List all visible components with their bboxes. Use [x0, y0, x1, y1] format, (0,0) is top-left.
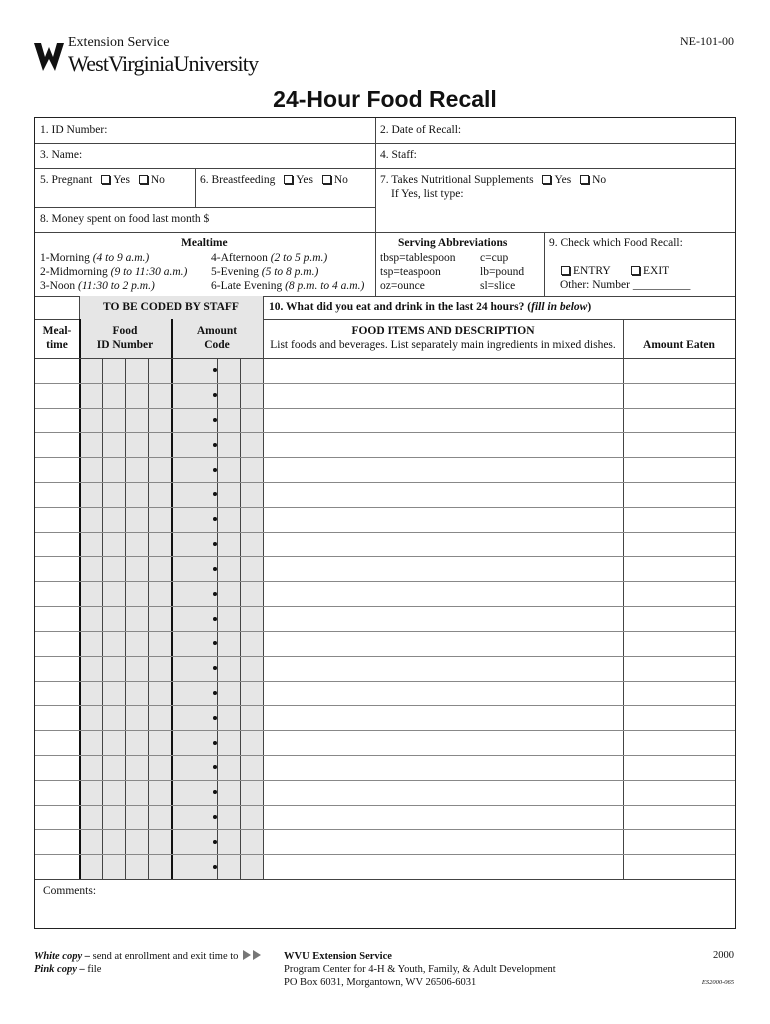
staff-field[interactable]: 4. Staff: — [380, 149, 417, 161]
exit-checkbox[interactable] — [631, 266, 640, 275]
serving-abbreviation: oz=ounce — [380, 280, 425, 292]
table-row[interactable] — [35, 780, 735, 805]
serving-list-1 — [380, 251, 455, 293]
pregnant-yes-checkbox[interactable] — [101, 175, 110, 184]
footer-address — [284, 950, 556, 989]
mealtime-range: (2 to 5 p.m.) — [270, 252, 328, 264]
pink-copy-line — [34, 963, 261, 976]
supplements-list-field[interactable]: If Yes, list type: — [391, 188, 464, 200]
amount-code-bullet — [213, 691, 217, 695]
white-copy-label: White copy – — [34, 951, 90, 962]
white-copy-text: send at enrollment and exit time to — [90, 951, 239, 962]
mealtime-option — [211, 251, 364, 265]
exit-option — [625, 265, 669, 277]
comments-label: Comments: — [43, 885, 97, 897]
wvu-logo — [34, 33, 259, 79]
footer-copies — [34, 950, 261, 976]
mealtime-code: 3-Noon — [40, 280, 79, 292]
exit-label: EXIT — [643, 265, 670, 277]
amount-code-bullet — [213, 716, 217, 720]
col-food-items-header: FOOD ITEMS AND DESCRIPTION — [351, 325, 535, 337]
table-row[interactable] — [35, 408, 735, 433]
mealtime-list-2 — [211, 251, 364, 293]
table-row[interactable] — [35, 556, 735, 581]
col-food-items-subheader: List foods and beverages. List separately main ingredients in mixed dishes. — [270, 339, 616, 351]
question-10-suffix: ) — [587, 301, 592, 313]
table-row[interactable] — [35, 432, 735, 457]
recall-check-label: 9. Check which Food Recall: — [549, 237, 683, 249]
mealtime-range: (11:30 to 2 p.m.) — [78, 280, 155, 292]
mealtime-option — [211, 265, 364, 279]
no-label: No — [333, 174, 348, 186]
footer-year: 2000 — [713, 950, 734, 961]
mealtime-code: 6-Late Evening — [211, 280, 286, 292]
footer-doc-code: ES2000-065 — [701, 979, 734, 986]
page-title: 24-Hour Food Recall — [273, 86, 497, 112]
pregnant-no-checkbox[interactable] — [139, 175, 148, 184]
amount-code-bullet — [213, 592, 217, 596]
question-10 — [269, 301, 591, 313]
food-table — [35, 319, 735, 879]
table-row[interactable] — [35, 581, 735, 606]
mealtime-option — [40, 251, 187, 265]
supplements-question — [380, 174, 606, 186]
breastfeeding-no-checkbox[interactable] — [322, 175, 331, 184]
wvu-flying-wv-icon — [34, 43, 64, 71]
table-row[interactable] — [35, 805, 735, 830]
university-name: WestVirginiaUniversity — [68, 51, 259, 76]
mealtime-range: (5 to 8 p.m.) — [261, 266, 319, 278]
table-row[interactable] — [35, 606, 735, 631]
table-row[interactable] — [35, 532, 735, 557]
table-row[interactable] — [35, 656, 735, 681]
table-row[interactable] — [35, 755, 735, 780]
mealtime-code: 2-Midmorning — [40, 266, 111, 278]
table-row[interactable] — [35, 507, 735, 532]
form-code: NE-101-00 — [680, 34, 734, 48]
no-label: No — [592, 174, 607, 186]
amount-code-bullet — [213, 468, 217, 472]
table-row[interactable] — [35, 681, 735, 706]
amount-code-bullet — [213, 617, 217, 621]
footer-po-box: PO Box 6031, Morgantown, WV 26506-6031 — [284, 977, 477, 988]
amount-code-bullet — [213, 815, 217, 819]
arrow-icon — [243, 950, 251, 960]
money-spent-field[interactable]: 8. Money spent on food last month $ — [40, 213, 210, 225]
table-row[interactable] — [35, 482, 735, 507]
entry-label: ENTRY — [573, 265, 611, 277]
mealtime-option — [211, 279, 364, 293]
pink-copy-text: file — [84, 964, 102, 975]
question-10-text: 10. What did you eat and drink in the last 24 hours? ( — [269, 301, 532, 313]
amount-code-bullet — [213, 865, 217, 869]
yes-label: Yes — [554, 174, 572, 186]
mealtime-range: (9 to 11:30 a.m.) — [110, 266, 188, 278]
question-10-italic: fill in below — [531, 301, 588, 313]
serving-abbreviation: tbsp=tablespoon — [380, 252, 456, 264]
serving-abbreviation: lb=pound — [480, 266, 525, 278]
table-row[interactable] — [35, 730, 735, 755]
table-row[interactable] — [35, 631, 735, 656]
serving-list-2 — [480, 251, 524, 293]
footer-org: WVU Extension Service — [284, 951, 392, 962]
supplements-label: 7. Takes Nutritional Supplements — [380, 174, 534, 186]
serving-abbreviation: sl=slice — [480, 280, 516, 292]
table-row[interactable] — [35, 358, 735, 383]
entry-checkbox[interactable] — [561, 266, 570, 275]
id-number-field[interactable]: 1. ID Number: — [40, 124, 108, 136]
breastfeeding-yes-checkbox[interactable] — [284, 175, 293, 184]
col-amount-code-header: Amount — [196, 325, 238, 337]
col-amount-eaten-header: Amount Eaten — [643, 339, 715, 351]
col-food-id-header: ID Number — [96, 339, 154, 351]
serving-heading: Serving Abbreviations — [398, 237, 508, 249]
mealtime-code: 4-Afternoon — [211, 252, 271, 264]
white-copy-line — [34, 950, 261, 963]
amount-code-bullet — [213, 418, 217, 422]
amount-code-bullet — [213, 567, 217, 571]
other-number-field[interactable]: Other: Number __________ — [560, 279, 691, 291]
mealtime-range: (8 p.m. to 4 a.m.) — [285, 280, 365, 292]
mealtime-option — [40, 279, 187, 293]
serving-abbreviation: tsp=teaspoon — [380, 266, 441, 278]
mealtime-code: 5-Evening — [211, 266, 262, 278]
org-line: Extension Service — [68, 35, 170, 50]
mealtime-range: (4 to 9 a.m.) — [92, 252, 150, 264]
footer-program: Program Center for 4-H & Youth, Family, & Adult Development — [284, 964, 556, 975]
no-label: No — [150, 174, 165, 186]
date-of-recall-field[interactable]: 2. Date of Recall: — [380, 124, 462, 136]
yes-label: Yes — [113, 174, 130, 186]
breastfeeding-question — [200, 174, 348, 186]
col-food-id-header: Food — [112, 325, 138, 337]
table-row[interactable] — [35, 383, 735, 408]
col-mealtime-header: Meal- — [42, 325, 72, 337]
coded-by-staff-label: TO BE CODED BY STAFF — [103, 301, 239, 313]
table-row[interactable] — [35, 829, 735, 854]
col-amount-code-header: Code — [204, 339, 230, 351]
name-field[interactable]: 3. Name: — [40, 149, 83, 161]
serving-abbreviation: c=cup — [480, 252, 509, 264]
pregnant-label: 5. Pregnant — [40, 174, 93, 186]
amount-code-bullet — [213, 443, 217, 447]
table-row[interactable] — [35, 854, 735, 879]
pregnant-question — [40, 174, 165, 186]
arrow-icon — [253, 950, 261, 960]
entry-option — [555, 265, 611, 277]
yes-label: Yes — [296, 174, 313, 186]
mealtime-heading: Mealtime — [181, 237, 228, 249]
recall-form — [34, 117, 736, 929]
mealtime-option — [40, 265, 187, 279]
col-mealtime-header: time — [46, 339, 68, 351]
pink-copy-label: Pink copy – — [34, 964, 85, 975]
table-row[interactable] — [35, 705, 735, 730]
breastfeeding-label: 6. Breastfeeding — [200, 174, 276, 186]
comments-field[interactable] — [35, 898, 735, 928]
supplements-yes-checkbox[interactable] — [542, 175, 551, 184]
mealtime-list-1 — [40, 251, 187, 293]
amount-code-bullet — [213, 741, 217, 745]
mealtime-code: 1-Morning — [40, 252, 93, 264]
table-row[interactable] — [35, 457, 735, 482]
amount-code-bullet — [213, 840, 217, 844]
supplements-no-checkbox[interactable] — [580, 175, 589, 184]
